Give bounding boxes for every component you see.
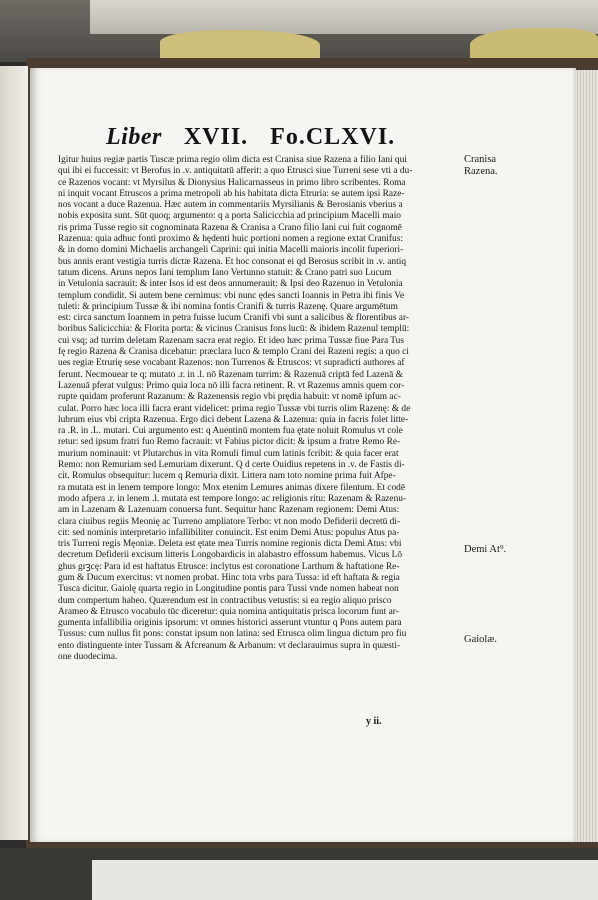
- text-line: lubrum eius vbi cripta Razenua. Ergo dici debent Lazena & Lazenua: quia in facris folet litte-: [58, 414, 409, 425]
- text-line: dum compertum habeo. Quærendum est in contractibus vetustis: si ea regio aliquo prisco: [58, 595, 392, 606]
- text-line: ento distinguente inter Tussam & Afcreanum & Arbanum: vt declarauimus supra in quæsti-: [58, 640, 401, 651]
- text-line: templum condidit. Si autem bene cernimus: vbi nunc ędes sancti Ioannis in Petra ibi finis Ve: [58, 290, 405, 301]
- margin-note-cranisa: [464, 154, 498, 178]
- text-line: retur: sed ipsum fratri fuo Remo facrauit: vt Fabius pictor dicit: & ipsum a fratre Remo Re-: [58, 437, 401, 448]
- body-text: [58, 155, 462, 663]
- text-line: culat. Porro hæc loca illi facra erant videlicet: prima regio Tussæ vbi turris olim Razenę: & de: [58, 403, 411, 414]
- book-page: [30, 68, 576, 842]
- signature-mark: y ii.: [366, 716, 382, 727]
- folio-number: Fo.CLXVI.: [270, 124, 396, 150]
- text-line: Lazenuā pferat vulgus: Primo quia loca nō illi facra retinent. R. vt Razenus amnis quem cor-: [58, 380, 405, 391]
- text-line: ghus grꝫcę: Para id est haftatus Etrusce: inclytus est coronatione Larthum & haftatione Re-: [58, 561, 400, 572]
- text-line: Remo: non Remuriam sed Lemuriam dixerunt. Q d certe Ouidius repetens in .v. de Fastis di-: [58, 460, 405, 471]
- text-line: est: circa sanctum Ioannem in petra fuisse lucum Cranifi vbi sunt a salicibus & florentibus ar-: [58, 313, 410, 324]
- text-line: gum & Ducum exercitus: vt nomen probat. Hinc tota vrbs para Tussa: id eft haftata & regia: [58, 572, 400, 583]
- text-line: ni inquit vocant Etruscos a prima metropoli ab his habitata dicta Etruria: se autem ipsi Raze-: [58, 188, 405, 199]
- text-line: ferunt. Necmouear te q; mutato .r. in .l. nō Razenam turrim: & Razenuā criptā fed Lazenā &: [58, 369, 403, 380]
- margin-note-demi-atus: Demi At⁹.: [464, 544, 507, 555]
- text-line: Razenua: quia adhuc fonti proximo & hędenti huic portioni nomen a regione extat Cranifus:: [58, 234, 403, 245]
- text-line: tuleti: & principium Tussæ & ibi nomina fontis Cranifi & turris Razenę. Quare argumētum: [58, 301, 398, 312]
- text-line: ce Razenos vocant: vt Myrsilus & Dionysius Halicarnasseus in primo libro scribentes. Roma: [58, 177, 406, 188]
- text-line: in Vetulonia sacrauit: & inter Isos id est deos annumerauit: & Ipsi deo Razenuo in Vetulonia: [58, 279, 403, 290]
- facing-page-edge: [0, 66, 28, 840]
- running-head: [106, 124, 446, 154]
- text-line: cui vsq; ad turrim deletam Razenam sacra erat regio. Et ideo hæc prima Tussæ fiue Para Tus: [58, 335, 405, 346]
- background-cloth: [470, 28, 598, 62]
- text-line: one duodecima.: [58, 652, 118, 663]
- text-line: ra .R. in .L. mutari. Cui argumento est: q Auentinū montem fua ętate noluit Romulus vt cole: [58, 426, 403, 437]
- text-line: Igitur huius regiæ partis Tuscæ prima regio olim dicta est Cranisa siue Razena a filio Iani qui: [58, 155, 407, 165]
- background-desk: [0, 848, 598, 900]
- text-line: clara ciuibus regiis Meonię ac Turreno ampliatore Terbo: vt non modo Defiderii decretū di-: [58, 516, 401, 527]
- text-line: rupte quidam proferunt Razanum: & Razenensis regio vbi prędia habuit: vt nomē ipfum ac-: [58, 392, 401, 403]
- text-line: ra mutata est in lenem tempore longo: Mox etenim Lemures animas dixere filentum. Et codē: [58, 482, 406, 493]
- text-line: murium nominauit: vt Plutarchus in vita Romuli fimul cum latinis fcribit: & quia facer erat: [58, 448, 399, 459]
- liber-label: Liber: [106, 124, 162, 150]
- margin-note-line: Cranisa: [464, 154, 497, 165]
- book-number: XVII.: [183, 124, 249, 150]
- text-line: nos vocant a duce Razenua. Hæc autem in commentariis Myrsilianis & Berosianis vberius a: [58, 200, 403, 211]
- text-line: ues regiæ Etrurię sese vocabant Razenos: non Turrenos & Etruscos: vt supradicti authores af: [58, 358, 405, 369]
- text-line: cit: sed nominis interpretario infallibiliter conuincit. Est enim Demi Atus: populus Atus pa-: [58, 527, 400, 538]
- text-line: bus annis erant vestigia turris dictæ Razena. Et hoc consonat ei qd Berosus scribit in .v. antiq: [58, 256, 407, 267]
- text-line: ris prima Tusse regio sit cognominata Razena & Cranisa a Crano filio Iani cui fuit cognomē: [58, 222, 402, 233]
- text-line: tatum dicens. Aruns nepos Iani templum Iano Vertunno statuit: & Crano patri suo Lucum: [58, 267, 392, 278]
- text-line: gumenta infallibilia originis ipsorum: vt omnes historici asserunt vtuntur q Pons autem para: [58, 618, 402, 629]
- text-line: & in domo domini Michaelis archangeli Caprini: qui initia Macelli maioris incolit fuperiori-: [58, 245, 404, 256]
- text-line: Tusca dicitur. Gaiolę quarta regio in Longitudine pontis para Tussi vnde nomen habeat non: [58, 584, 399, 595]
- background-shelf: [0, 0, 598, 62]
- text-line: cit. Romulus obsequitur: lucem q Remuria dixit. Littera nam toto nomine prima fuit Afpe-: [58, 471, 396, 482]
- text-line: modo afpera .r. in lenem .l. mutata est tempore longo: ac religionis ritu: Razenam & Razenu-: [58, 493, 407, 504]
- text-line: qui ibi ei fuccessit: vt Berofus in .v. antiquitatū afferit: a quo Etrusci siue Turreni sese vti a du-: [58, 166, 413, 177]
- text-line: am in Lazenam & Lazenuam conuersa funt. Sequitur hanc Razenam regionem: Demi Atus:: [58, 505, 400, 516]
- text-line: nobis exposita sunt. Sūt quoq; argumento: q a porta Salicicchia ad principium Macelli maio: [58, 211, 401, 222]
- text-line: Tussus: cum nullus fit pons: constat ipsum non latina: sed Etrusca olim lingua dictum pro fiu: [58, 629, 407, 640]
- text-line: tris Turreni regis Męoniæ. Deleta est ętate mea Turris nomine regionis dicta Demi Atus: vbi: [58, 539, 402, 550]
- text-line: decretum Defiderii excisum litteris Longobardicis in alabastro effossum habemus. Vicus Lō: [58, 550, 403, 561]
- margin-note-line: Razena.: [464, 166, 498, 177]
- text-line: fę regio Razena & Cranisa dicebatur: præclara luco & templo Crani dei Razeni regis: a quo ci: [58, 347, 409, 358]
- text-line: boribus Salicicchia: & Florita porta: & vicinus Cranisus fons lucū: & ibidem Razenul templū:: [58, 324, 410, 335]
- margin-note-gaiolae: Gaiolæ.: [464, 634, 497, 645]
- background-card: [92, 860, 598, 900]
- background-cloth: [160, 30, 320, 60]
- text-line: Arameo & Etrusco vocabulo tūc diceretur: quia nomina antiquitatis prisca locorum funt ar-: [58, 606, 399, 617]
